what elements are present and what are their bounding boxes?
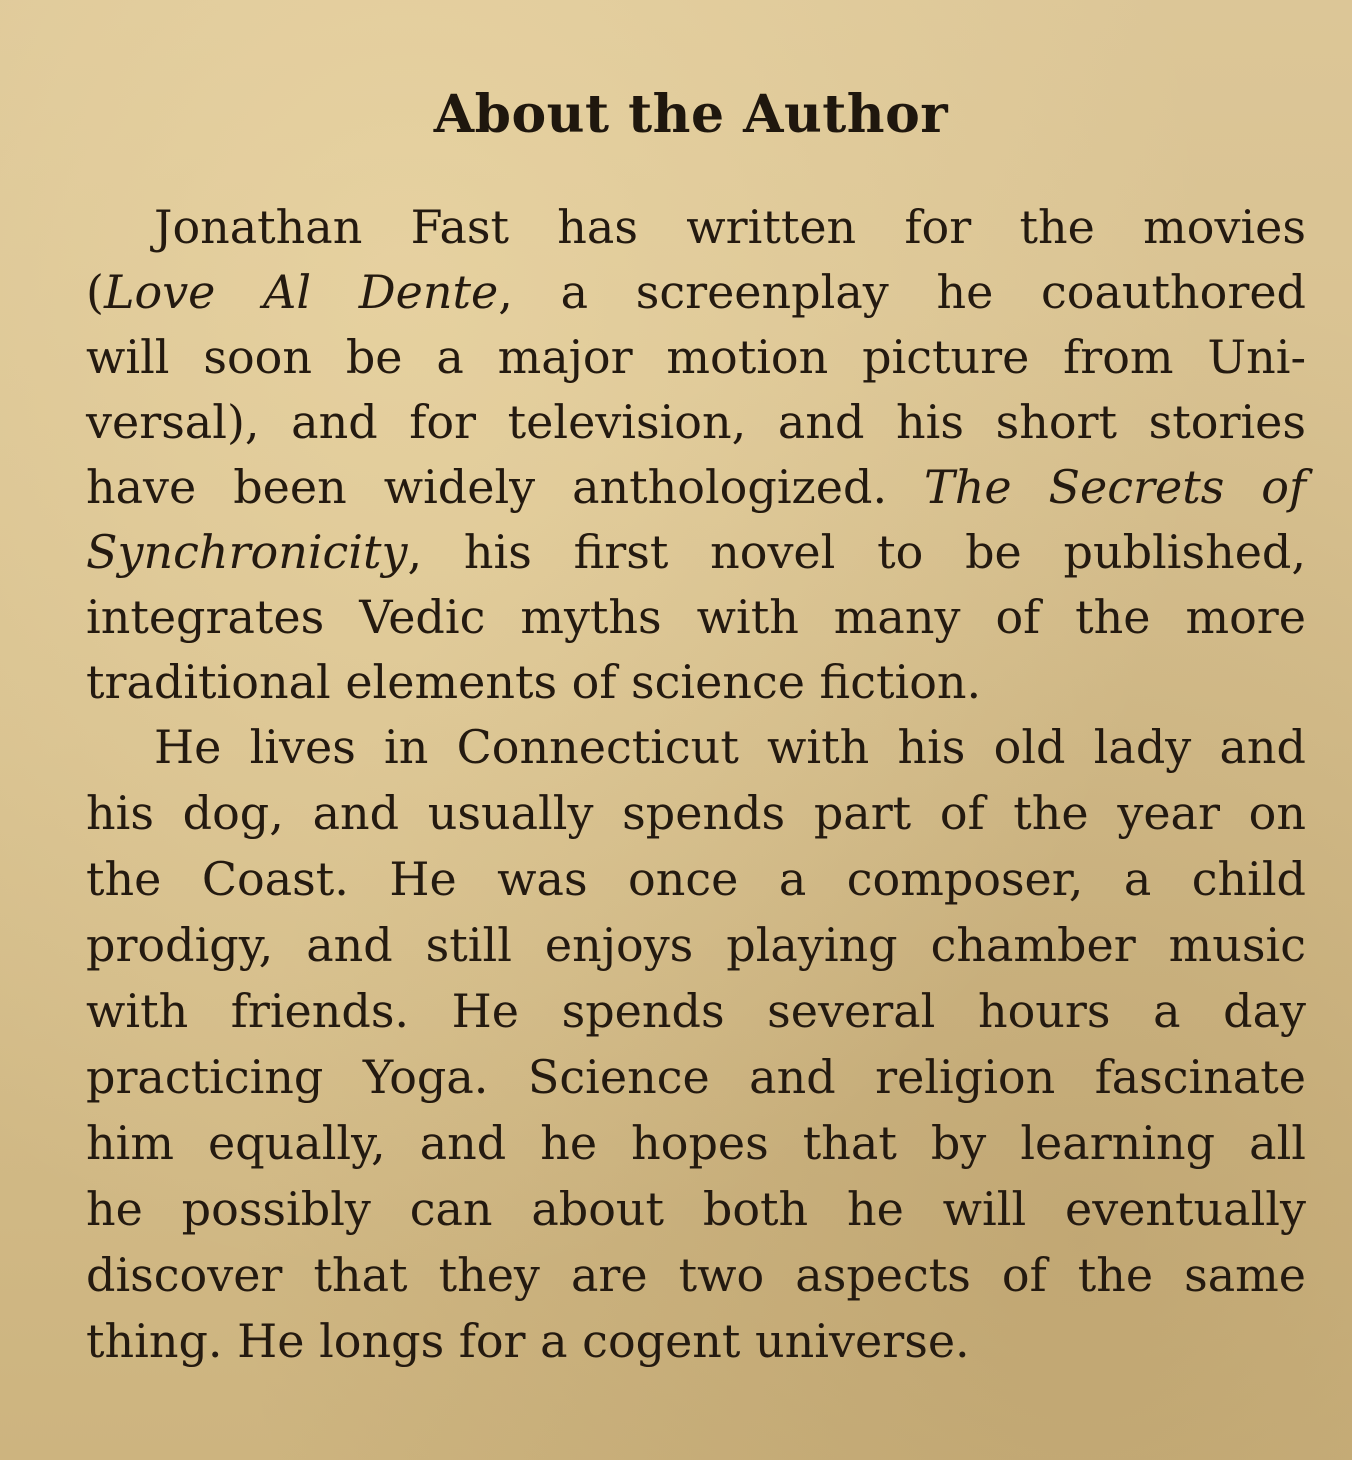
italic-title-text: Love Al Dente — [103, 265, 499, 319]
text-run: have been widely anthologized. — [86, 460, 925, 514]
paragraph-2-line: thing. He longs for a cogent universe. — [86, 1314, 970, 1368]
paragraph-1-line — [86, 457, 1306, 519]
text-run: , a screenplay he coauthored — [498, 265, 1306, 319]
paragraph-1-line: Jonathan Fast has written for the movies — [154, 200, 1306, 254]
italic-title-text: Synchronicity — [86, 525, 408, 579]
text-run: , his first novel to be published, — [407, 525, 1306, 579]
paragraph-1-line: will soon be a major motion picture from Uni- — [86, 330, 1306, 384]
paragraph-1-line: traditional elements of science fiction. — [86, 655, 982, 709]
paragraph-2-line: He lives in Connecticut with his old lady and — [154, 720, 1306, 774]
paragraph-1-line — [86, 522, 1306, 584]
paragraph-2-line: discover that they are two aspects of the same — [86, 1248, 1306, 1302]
text-run: ( — [86, 265, 104, 319]
paragraph-2-line: with friends. He spends several hours a day — [86, 984, 1306, 1038]
paragraph-2-line: practicing Yoga. Science and religion fascinate — [86, 1050, 1306, 1104]
paragraph-2-line: him equally, and he hopes that by learning all — [86, 1116, 1306, 1170]
paragraph-2-line: his dog, and usually spends part of the year on — [86, 786, 1306, 840]
italic-title-text: The Secrets of — [924, 460, 1307, 514]
paragraph-1-line — [86, 262, 1306, 324]
page-title: About the Author — [433, 84, 949, 145]
paragraph-2-line: the Coast. He was once a composer, a child — [86, 852, 1306, 906]
paragraph-1-line: integrates Vedic myths with many of the more — [86, 590, 1306, 644]
paragraph-1-line: versal), and for television, and his short stories — [86, 395, 1306, 449]
paragraph-2-line: prodigy, and still enjoys playing chamber music — [86, 918, 1306, 972]
paragraph-2-line: he possibly can about both he will eventually — [86, 1182, 1306, 1236]
